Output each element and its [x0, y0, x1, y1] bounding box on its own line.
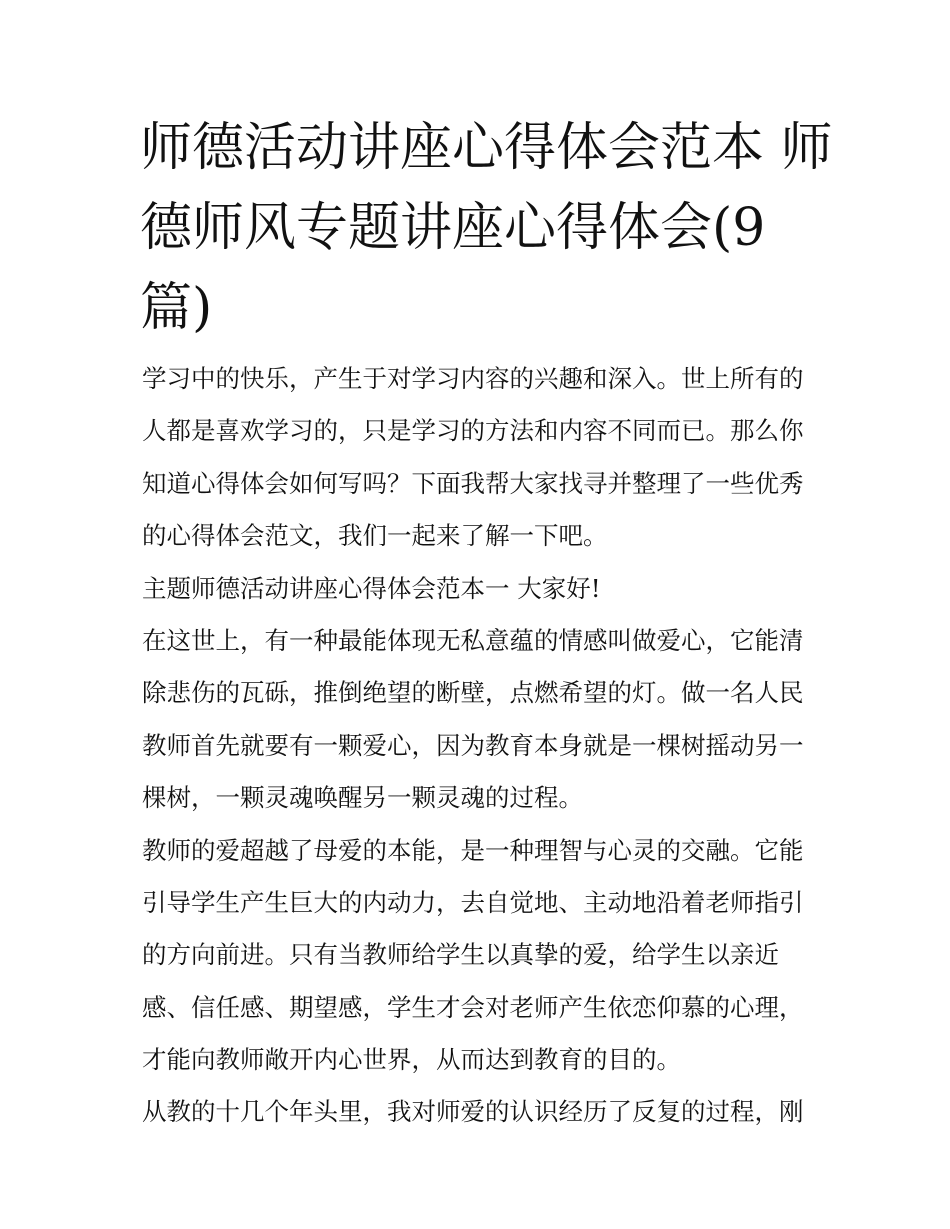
- body-line: 人都是喜欢学习的，只是学习的方法和内容不同而已。那么你: [142, 416, 804, 446]
- body-line: 的方向前进。只有当教师给学生以真挚的爱，给学生以亲近: [142, 940, 779, 970]
- body-line: 教师首先就要有一颗爱心，因为教育本身就是一棵树摇动另一: [142, 730, 804, 760]
- body-line: 从教的十几个年头里，我对师爱的认识经历了反复的过程，刚: [142, 1097, 804, 1127]
- body-line: 的心得体会范文，我们一起来了解一下吧。: [142, 521, 608, 551]
- body-line: 学习中的快乐，产生于对学习内容的兴趣和深入。世上所有的: [142, 364, 804, 393]
- body-line: 教师的爱超越了母爱的本能，是一种理智与心灵的交融。它能: [142, 835, 804, 865]
- body-line: 知道心得体会如何写吗？下面我帮大家找寻并整理了一些优秀: [142, 468, 804, 498]
- title-line: 师德活动讲座心得体会范本 师: [140, 118, 833, 178]
- body-line: 才能向教师敞开内心世界，从而达到教育的目的。: [142, 1045, 681, 1075]
- document-title: [140, 108, 833, 348]
- title-line: 篇): [140, 278, 213, 338]
- section-heading-line: 主题师德活动讲座心得体会范本一 大家好!: [142, 573, 601, 603]
- body-line: 在这世上，有一种最能体现无私意蕴的情感叫做爱心，它能清: [142, 625, 804, 655]
- body-line: 感、信任感、期望感，学生才会对老师产生依恋仰慕的心理，: [142, 992, 804, 1022]
- body-line: 引导学生产生巨大的内动力，去自觉地、主动地沿着老师指引: [142, 887, 804, 917]
- body-line: 除悲伤的瓦砾，推倒绝望的断壁，点燃希望的灯。做一名人民: [142, 678, 804, 708]
- body-line: 棵树，一颗灵魂唤醒另一颗灵魂的过程。: [142, 783, 583, 813]
- title-line: 德师风专题讲座心得体会(9: [140, 198, 766, 258]
- document-body: [142, 353, 822, 1139]
